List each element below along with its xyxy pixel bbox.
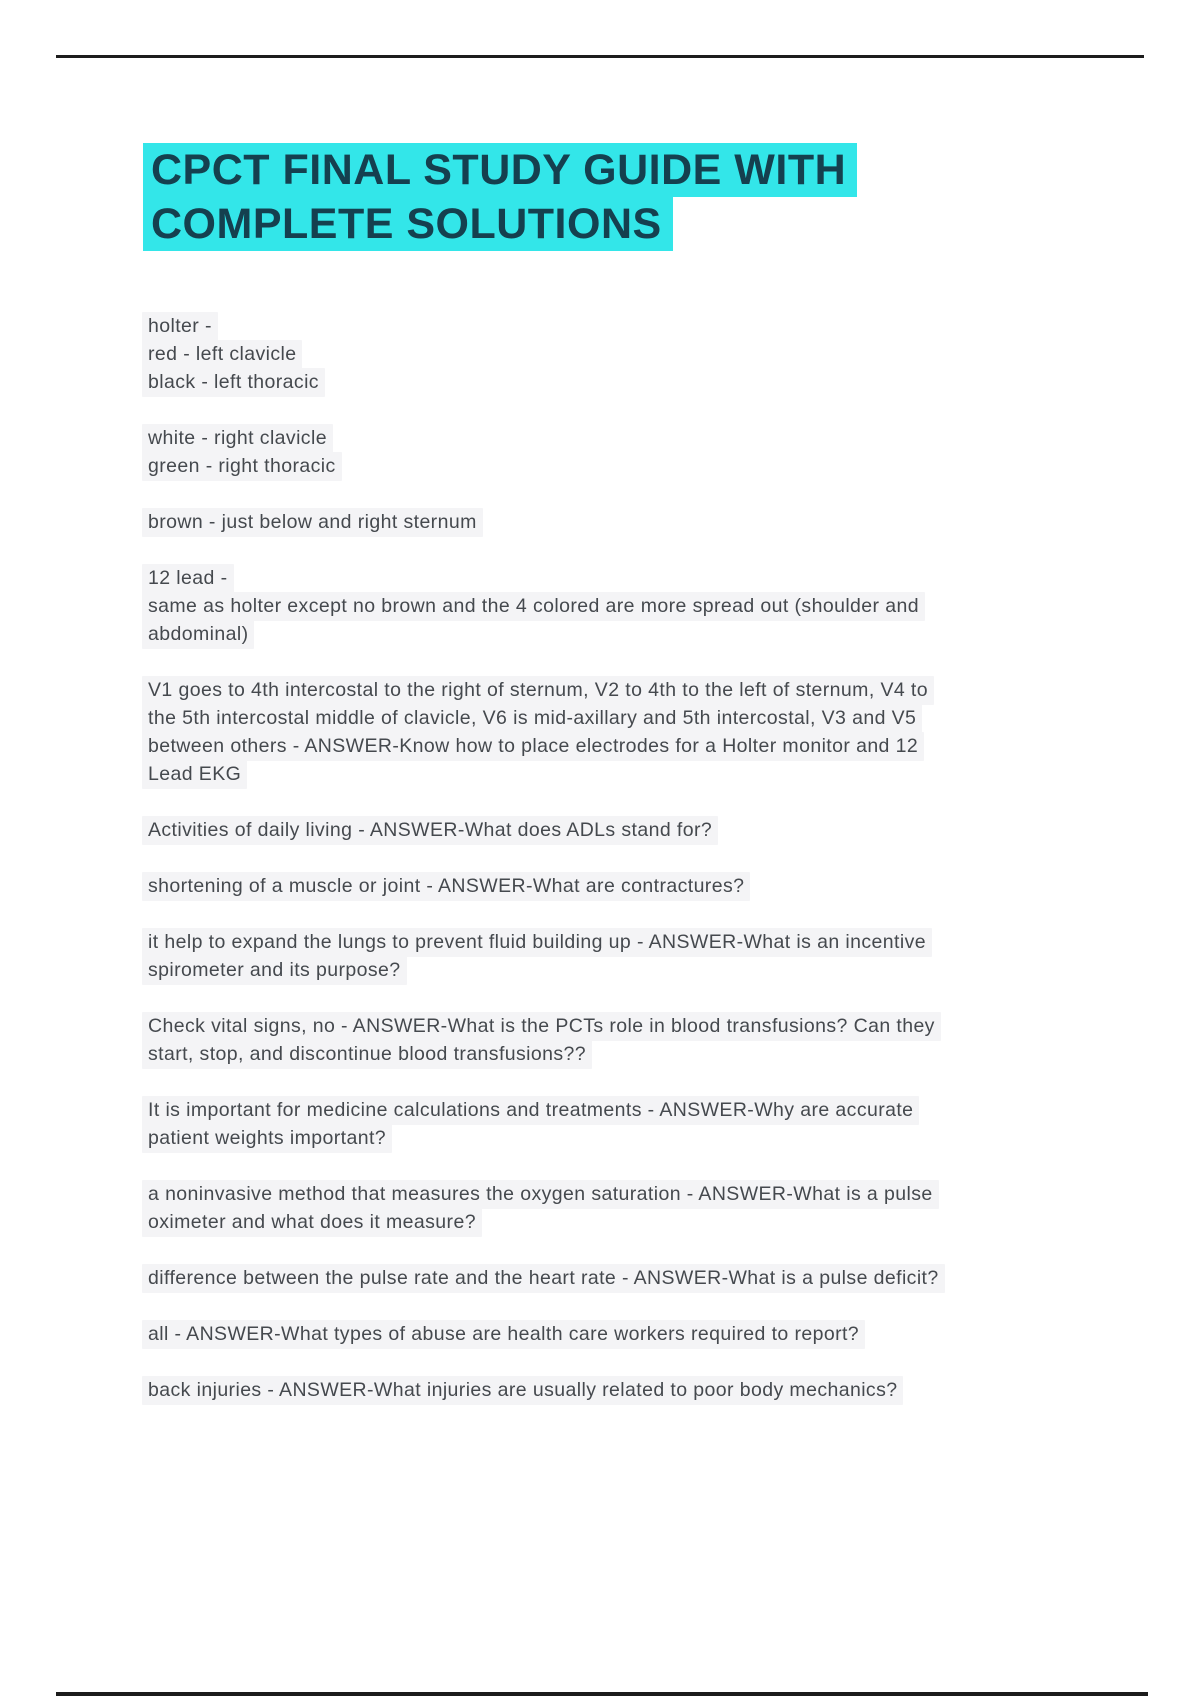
text-line: back injuries - ANSWER-What injuries are usually related to poor body mechanics?	[148, 1376, 945, 1404]
page-title-line-1: CPCT FINAL STUDY GUIDE WITH	[143, 143, 857, 197]
paragraph	[148, 1096, 945, 1152]
paragraph	[148, 1180, 945, 1236]
text-line: spirometer and its purpose?	[148, 956, 945, 984]
text-line: holter -	[148, 312, 945, 340]
text-line: 12 lead -	[148, 564, 945, 592]
paragraph	[148, 1320, 945, 1348]
text-line: white - right clavicle	[148, 424, 945, 452]
text-line: abdominal)	[148, 620, 945, 648]
text-line: same as holter except no brown and the 4 colored are more spread out (shoulder and	[148, 592, 945, 620]
paragraph	[148, 424, 945, 480]
text-line: oximeter and what does it measure?	[148, 1208, 945, 1236]
paragraph	[148, 564, 945, 648]
paragraph	[148, 1264, 945, 1292]
paragraph	[148, 508, 945, 536]
text-line: the 5th intercostal middle of clavicle, V6 is mid-axillary and 5th intercostal, V3 and V5	[148, 704, 945, 732]
paragraph	[148, 676, 945, 788]
bottom-horizontal-rule	[56, 1692, 1148, 1696]
paragraph	[148, 1012, 945, 1068]
text-line: Check vital signs, no - ANSWER-What is the PCTs role in blood transfusions? Can they	[148, 1012, 945, 1040]
text-line: a noninvasive method that measures the oxygen saturation - ANSWER-What is a pulse	[148, 1180, 945, 1208]
text-line: brown - just below and right sternum	[148, 508, 945, 536]
text-line: start, stop, and discontinue blood transfusions??	[148, 1040, 945, 1068]
text-line: all - ANSWER-What types of abuse are health care workers required to report?	[148, 1320, 945, 1348]
paragraph	[148, 312, 945, 396]
text-line: between others - ANSWER-Know how to place electrodes for a Holter monitor and 12	[148, 732, 945, 760]
document-body	[148, 312, 945, 1432]
text-line: V1 goes to 4th intercostal to the right of sternum, V2 to 4th to the left of sternum, V4 to	[148, 676, 945, 704]
paragraph	[148, 872, 945, 900]
text-line: patient weights important?	[148, 1124, 945, 1152]
text-line: difference between the pulse rate and the heart rate - ANSWER-What is a pulse deficit?	[148, 1264, 945, 1292]
text-line: green - right thoracic	[148, 452, 945, 480]
text-line: It is important for medicine calculations and treatments - ANSWER-Why are accurate	[148, 1096, 945, 1124]
top-horizontal-rule	[56, 55, 1144, 58]
paragraph	[148, 928, 945, 984]
page-title-line-2: COMPLETE SOLUTIONS	[143, 197, 673, 251]
text-line: Activities of daily living - ANSWER-What does ADLs stand for?	[148, 816, 945, 844]
page-title	[143, 143, 857, 251]
paragraph	[148, 1376, 945, 1404]
text-line: it help to expand the lungs to prevent fluid building up - ANSWER-What is an incentive	[148, 928, 945, 956]
text-line: Lead EKG	[148, 760, 945, 788]
text-line: red - left clavicle	[148, 340, 945, 368]
text-line: black - left thoracic	[148, 368, 945, 396]
text-line: shortening of a muscle or joint - ANSWER-What are contractures?	[148, 872, 945, 900]
paragraph	[148, 816, 945, 844]
